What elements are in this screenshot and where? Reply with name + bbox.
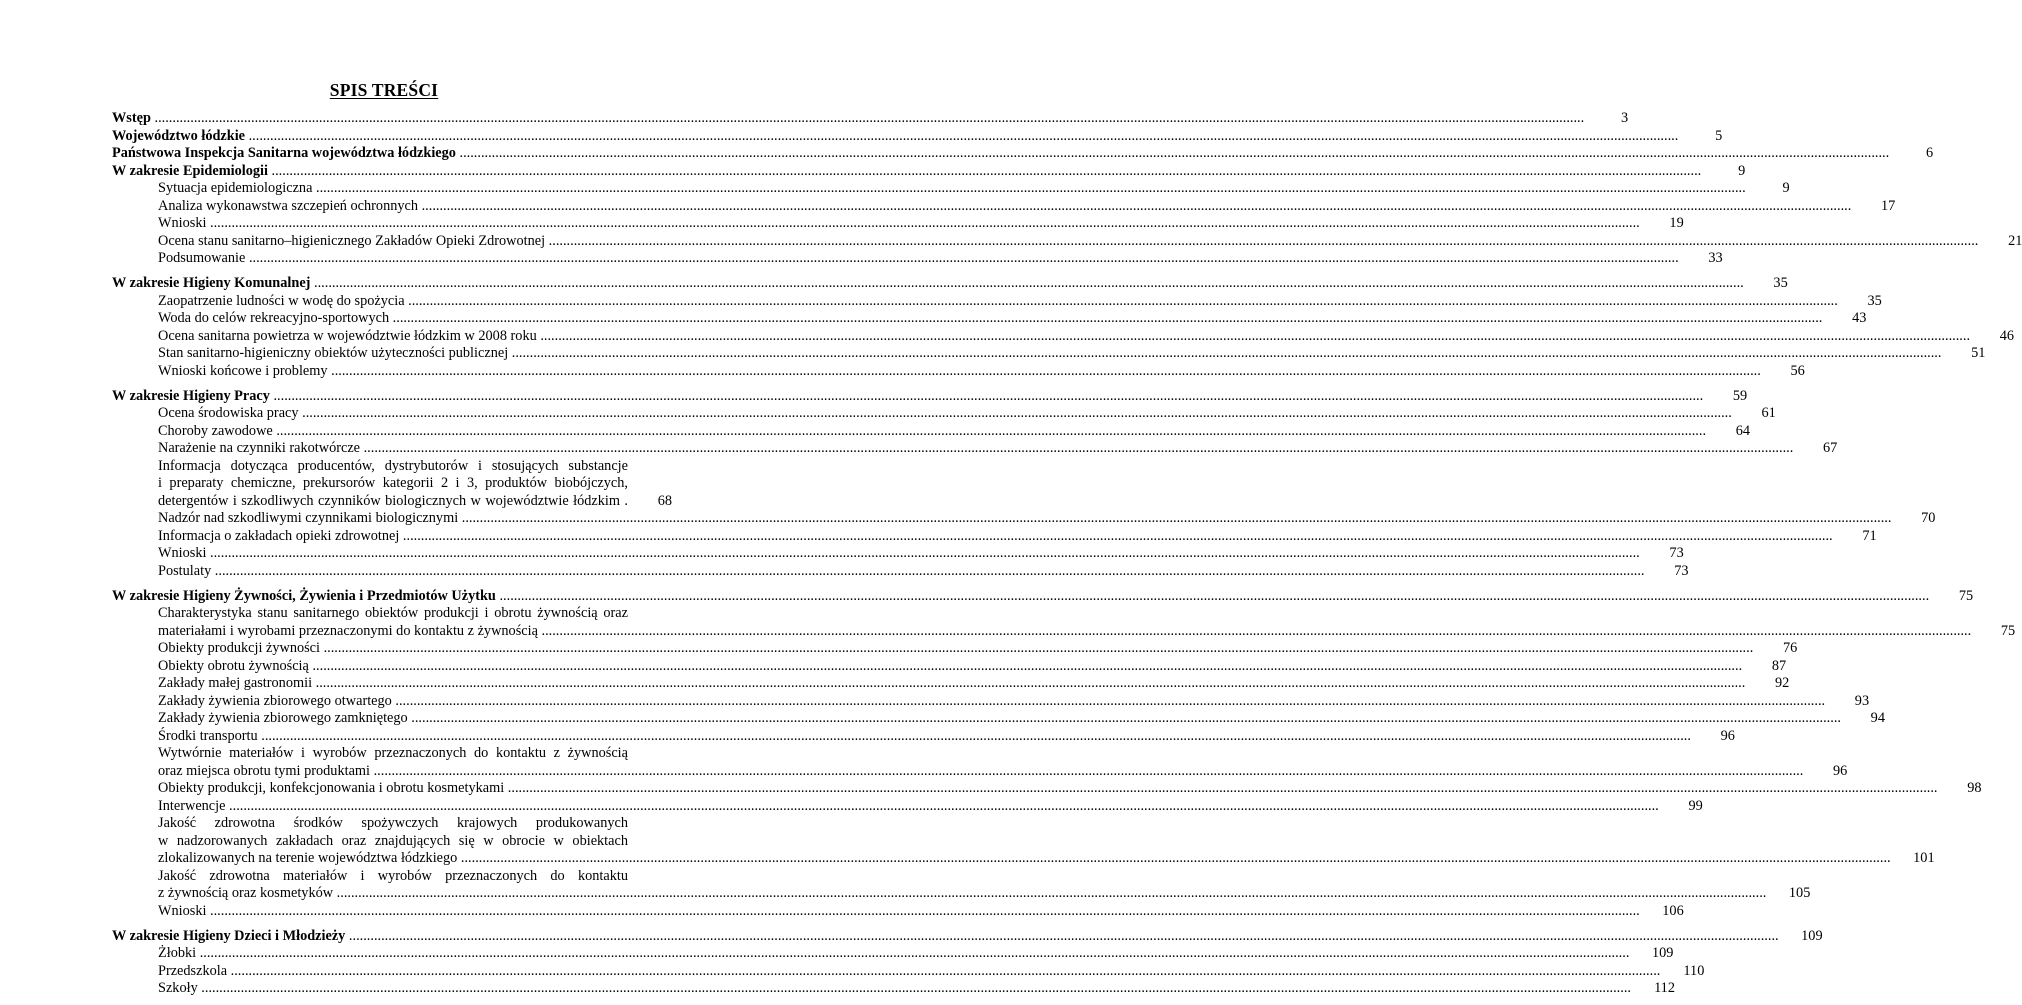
toc-entry-text — [158, 728, 1691, 746]
toc-entry-label: W zakresie Higieny Komunalnej — [112, 275, 311, 291]
page-number: 94 — [1870, 710, 1885, 726]
toc-entry-text — [158, 310, 1822, 328]
dot-leader: ................................................................................................................................................................................................................................................................................................................................................................................................................ — [407, 710, 1841, 726]
page-number: 17 — [1881, 197, 1896, 214]
toc-entry[interactable] — [112, 692, 1870, 711]
toc-entry-text — [158, 675, 1745, 693]
dot-leader: ................................................................................................................................................................................................................................................................................................................................................................................................................ — [308, 657, 1743, 674]
toc-entry-text — [158, 545, 1640, 563]
toc-entry-label: Zakłady żywienia zbiorowego zamkniętego — [158, 710, 408, 726]
toc-entry-text — [112, 110, 1584, 128]
toc-entry-label: Zaopatrzenie ludności w wodę do spożycia — [158, 292, 405, 309]
toc-entry-line[interactable] — [112, 622, 2016, 641]
toc-entry-line — [112, 833, 672, 851]
toc-entry[interactable] — [112, 405, 1776, 423]
toc-entry-text — [158, 345, 1941, 363]
page-title: SPIS TREŚCI — [329, 80, 439, 100]
toc-entry-text — [112, 928, 1779, 946]
toc-entry[interactable] — [112, 215, 1684, 233]
toc-entry-text — [158, 780, 1938, 798]
toc-entry-label: Zakłady żywienia zbiorowego otwartego — [158, 692, 392, 709]
dot-leader: ................................................................................................................................................................................................................................................................................................................................................................................................................ — [457, 850, 1891, 866]
toc-entry-text — [158, 180, 1746, 198]
toc-entry-label: Ocena stanu sanitarno–higienicznego Zakładów Opieki Zdrowotnej — [158, 232, 546, 249]
dot-leader: ................................................................................................................................................................................................................................................................................................................................................................................................................ — [495, 587, 1930, 604]
page-number: 9 — [1782, 180, 1790, 196]
toc-entry[interactable] — [112, 710, 1885, 728]
toc-entry-label: Narażenie na czynniki rakotwórcze — [158, 440, 361, 456]
toc-entry-text — [158, 658, 1742, 676]
toc-entry-label: W zakresie Epidemiologii — [112, 162, 268, 179]
page-number: 35 — [1773, 275, 1788, 291]
dot-leader: ................................................................................................................................................................................................................................................................................................................................................................................................................ — [320, 640, 1754, 656]
toc-entry-text — [158, 945, 1629, 963]
toc-entry-label: Obiekty produkcji, konfekcjonowania i obrotu kosmetykami — [158, 780, 505, 796]
dot-leader: ................................................................................................................................................................................................................................................................................................................................................................................................................ — [272, 422, 1707, 439]
toc-entry-text — [158, 563, 1645, 581]
toc-entry-text — [158, 885, 1766, 903]
toc-entry[interactable] — [112, 250, 1723, 268]
dot-leader: ................................................................................................................................................................................................................................................................................................................................................................................................................ — [399, 527, 1833, 544]
toc-entry-text — [112, 163, 1701, 181]
dot-leader: ................................................................................................................................................................................................................................................................................................................................................................................................................ — [404, 292, 1838, 309]
page-number: 73 — [1674, 562, 1689, 579]
toc-heading[interactable] — [112, 275, 1788, 293]
toc-entry-text — [112, 275, 1744, 293]
dot-leader: ................................................................................................................................................................................................................................................................................................................................................................................................................ — [197, 980, 1631, 996]
toc-entry-label: Postulaty — [158, 562, 212, 579]
toc-heading[interactable] — [112, 387, 1748, 406]
toc-entry-label: Przedszkola — [158, 962, 228, 979]
toc-entry-text — [158, 250, 1679, 268]
page-number: 56 — [1790, 362, 1805, 379]
page-number: 76 — [1782, 640, 1798, 656]
dot-leader: ................................................................................................................................................................................................................................................................................................................................................................................................................ — [345, 927, 1779, 944]
toc-entry-label: Sytuacja epidemiologiczna — [158, 180, 313, 196]
dot-leader: ................................................................................................................................................................................................................................................................................................................................................................................................................ — [298, 405, 1732, 421]
toc-entry-text — [112, 128, 1678, 146]
dot-leader: ................................................................................................................................................................................................................................................................................................................................................................................................................ — [455, 145, 1890, 161]
toc-entry-label: Woda do celów rekreacyjno-sportowych — [158, 310, 390, 326]
toc-entry-text — [158, 405, 1732, 423]
toc-entry[interactable] — [112, 180, 1790, 198]
toc-section — [112, 587, 2016, 921]
toc-entry[interactable] — [112, 422, 1751, 441]
toc-entry[interactable] — [112, 945, 1674, 963]
toc-entry[interactable] — [112, 510, 1936, 528]
toc-entry-label: z żywnością oraz kosmetyków — [158, 885, 334, 901]
page-number: 46 — [1999, 327, 2015, 344]
page-number: 96 — [1720, 727, 1735, 744]
toc-entry-line — [112, 745, 672, 763]
toc-section — [112, 927, 1823, 998]
toc-entry-text: i preparaty chemiczne, prekursorów kategorii 2 i 3, produktów biobójczych, — [158, 475, 628, 491]
dot-leader: ................................................................................................................................................................................................................................................................................................................................................................................................................ — [206, 902, 1640, 919]
toc-entry[interactable] — [112, 327, 2015, 346]
dot-leader: ................................................................................................................................................................................................................................................................................................................................................................................................................ — [312, 675, 1746, 691]
page-number: 43 — [1852, 310, 1867, 326]
toc-entry-text — [158, 233, 1978, 251]
toc-entry-label: Analiza wykonawstwa szczepień ochronnych — [158, 197, 419, 214]
page-number: 64 — [1735, 422, 1751, 439]
page-number: 51 — [1971, 345, 1986, 361]
toc-entry-line[interactable] — [112, 850, 1935, 868]
toc-heading[interactable] — [112, 587, 1974, 606]
page-number: 67 — [1823, 440, 1838, 456]
toc-entry-label: Interwencje — [158, 797, 226, 814]
dot-leader: ................................................................................................................................................................................................................................................................................................................................................................................................................ — [312, 180, 1746, 196]
toc-entry-text — [158, 215, 1640, 233]
page-number: 5 — [1715, 127, 1723, 144]
toc-heading[interactable] — [112, 162, 1746, 181]
toc-entry-text — [158, 710, 1841, 728]
toc-entry[interactable] — [112, 962, 1705, 981]
toc-entry-label: Obiekty produkcji żywności — [158, 640, 320, 656]
toc-entry-text: Charakterystyka stanu sanitarnego obiektów produkcji i obrotu żywnością oraz — [158, 605, 628, 621]
page-number: 33 — [1708, 250, 1723, 266]
dot-leader: ................................................................................................................................................................................................................................................................................................................................................................................................................ — [370, 762, 1804, 779]
page-number: 92 — [1775, 675, 1790, 691]
page-number: 68 — [657, 492, 672, 509]
toc-entry-text — [158, 903, 1640, 921]
toc-entry-line — [112, 868, 672, 886]
page-number: 70 — [1921, 510, 1936, 526]
dot-leader: ................................................................................................................................................................................................................................................................................................................................................................................................................ — [389, 310, 1823, 326]
toc-entry-text — [158, 850, 1891, 868]
toc-entry-text — [112, 388, 1703, 406]
toc-entry-label: Informacja o zakładach opieki zdrowotnej — [158, 527, 400, 544]
toc-entry-label: Państwowa Inspekcja Sanitarna województwa łódzkiego — [112, 145, 456, 161]
page-number: 87 — [1771, 657, 1787, 674]
toc-heading[interactable] — [112, 110, 1629, 128]
page-number: 3 — [1621, 110, 1629, 126]
toc-heading[interactable] — [112, 927, 1823, 946]
toc-entry-text: Jakość zdrowotna materiałów i wyrobów przeznaczonych do kontaktu — [158, 867, 628, 884]
toc-entry-text — [158, 640, 1753, 658]
toc-entry-text — [158, 493, 628, 511]
toc-entry[interactable] — [112, 657, 1787, 676]
page-number: 105 — [1788, 885, 1811, 901]
toc-section — [112, 275, 2015, 380]
dot-leader: ................................................................................................................................................................................................................................................................................................................................................................................................................ — [458, 510, 1892, 526]
page-number: 35 — [1867, 292, 1882, 309]
page-number: 110 — [1683, 962, 1705, 979]
dot-leader: ................................................................................................................................................................................................................................................................................................................................................................................................................ — [211, 562, 1645, 579]
toc-entry-text: w nadzorowanych zakładach oraz znajdujących się w obrocie w obiektach — [158, 832, 628, 849]
toc-entry[interactable] — [112, 902, 1684, 921]
page-number: 98 — [1967, 780, 1982, 796]
page-number: 21 — [2008, 232, 2022, 249]
page-number: 75 — [1958, 587, 1974, 604]
toc-entry-line[interactable] — [112, 885, 1811, 903]
toc-entry-text — [158, 328, 1970, 346]
toc-entry-label: Ocena środowiska pracy — [158, 405, 299, 421]
toc-entry-text — [158, 440, 1793, 458]
toc-entry-text — [112, 145, 1889, 163]
toc-entry-text — [158, 798, 1659, 816]
dot-leader: ................................................................................................................................................................................................................................................................................................................................................................................................................ — [391, 692, 1826, 709]
toc-entry-line[interactable] — [112, 493, 672, 511]
toc-entry[interactable] — [112, 362, 1805, 381]
toc-entry[interactable] — [112, 980, 1675, 998]
toc-entry-text — [158, 363, 1761, 381]
toc-heading[interactable] — [112, 127, 1723, 146]
toc-entry-label: Ocena sanitarna powietrza w województwie łódzkim w 2008 roku — [158, 327, 537, 344]
toc-entry-line — [112, 605, 672, 623]
page-number: 96 — [1833, 762, 1848, 779]
toc-entry[interactable] — [112, 345, 1986, 363]
toc-entry-text — [158, 510, 1891, 528]
toc-entry-line — [112, 815, 672, 833]
toc-entry-label: oraz miejsca obrotu tymi produktami — [158, 762, 371, 779]
toc-entry-label: materiałami i wyrobami przeznaczonymi do kontaktu z żywnością — [158, 622, 538, 639]
dot-leader: ................................................................................................................................................................................................................................................................................................................................................................................................................ — [418, 197, 1852, 214]
toc-entry-label: Podsumowanie — [158, 250, 246, 266]
toc-entry-label: Szkoły — [158, 980, 198, 996]
page-number: 59 — [1732, 387, 1748, 404]
toc-entry[interactable] — [112, 232, 2022, 251]
table-of-contents — [112, 110, 2022, 1005]
toc-entry[interactable] — [112, 562, 1689, 581]
toc-entry-label: Środki transportu — [158, 727, 258, 744]
toc-entry-text — [158, 963, 1660, 981]
dot-leader: ................................................................................................................................................................................................................................................................................................................................................................................................................ — [537, 622, 1972, 639]
dot-leader: ................................................................................................................................................................................................................................................................................................................................................................................................................ — [267, 162, 1702, 179]
toc-entry[interactable] — [112, 440, 1838, 458]
toc-entry[interactable] — [112, 197, 1896, 216]
toc-entry[interactable] — [112, 640, 1798, 658]
page-number: 109 — [1651, 945, 1674, 961]
toc-entry-label: Nadzór nad szkodliwymi czynnikami biologicznymi — [158, 510, 459, 526]
toc-entry-text — [158, 423, 1706, 441]
toc-entry-label: detergentów i szkodliwych czynników biologicznych w województwie łódzkim . — [158, 492, 628, 509]
page-number: 99 — [1688, 797, 1703, 814]
toc-entry-label: Żłobki — [158, 945, 197, 961]
page-number: 9 — [1738, 162, 1746, 179]
toc-entry-label: Wnioski — [158, 545, 207, 561]
toc-entry-text — [158, 980, 1631, 998]
toc-section — [112, 387, 1936, 581]
toc-entry-label: Choroby zawodowe — [158, 422, 273, 439]
toc-entry-text: Jakość zdrowotna środków spożywczych krajowych produkowanych — [158, 815, 628, 831]
dot-leader: ................................................................................................................................................................................................................................................................................................................................................................................................................ — [310, 275, 1744, 291]
dot-leader: ................................................................................................................................................................................................................................................................................................................................................................................................................ — [245, 250, 1679, 266]
toc-entry-text — [158, 763, 1803, 781]
dot-leader: ................................................................................................................................................................................................................................................................................................................................................................................................................ — [227, 962, 1661, 979]
dot-leader: ................................................................................................................................................................................................................................................................................................................................................................................................................ — [150, 110, 1585, 126]
page-number: 19 — [1669, 215, 1684, 231]
dot-leader: ................................................................................................................................................................................................................................................................................................................................................................................................................ — [536, 327, 1971, 344]
dot-leader: ................................................................................................................................................................................................................................................................................................................................................................................................................ — [206, 215, 1640, 231]
toc-entry[interactable] — [112, 797, 1703, 816]
toc-entry-text — [158, 198, 1851, 216]
toc-entry[interactable] — [112, 310, 1867, 328]
dot-leader: ................................................................................................................................................................................................................................................................................................................................................................................................................ — [333, 885, 1767, 901]
page-number: 71 — [1862, 527, 1877, 544]
dot-leader: ................................................................................................................................................................................................................................................................................................................................................................................................................ — [504, 780, 1938, 796]
toc-entry-line[interactable] — [112, 762, 1848, 781]
dot-leader: ................................................................................................................................................................................................................................................................................................................................................................................................................ — [196, 945, 1630, 961]
toc-entry-text — [158, 293, 1838, 311]
toc-entry-label: W zakresie Higieny Pracy — [112, 387, 270, 404]
toc-entry-label: W zakresie Higieny Dzieci i Młodzieży — [112, 927, 346, 944]
dot-leader: ................................................................................................................................................................................................................................................................................................................................................................................................................ — [545, 232, 1979, 249]
page-number: 106 — [1662, 902, 1684, 919]
dot-leader: ................................................................................................................................................................................................................................................................................................................................................................................................................ — [245, 127, 1679, 144]
page-number: 6 — [1926, 145, 1934, 161]
dot-leader: ................................................................................................................................................................................................................................................................................................................................................................................................................ — [225, 797, 1659, 814]
toc-entry[interactable] — [112, 527, 1877, 546]
toc-entry-label: W zakresie Higieny Żywności, Żywienia i Przedmiotów Użytku — [112, 587, 496, 604]
toc-entry-label: Zakłady małej gastronomii — [158, 675, 313, 691]
toc-entry-label: Wnioski — [158, 902, 207, 919]
toc-section — [112, 110, 2022, 268]
toc-entry-label: Wstęp — [112, 110, 151, 126]
page-number: 109 — [1801, 927, 1823, 944]
toc-entry-text — [158, 693, 1825, 711]
toc-entry[interactable] — [112, 780, 1982, 798]
dot-leader: ................................................................................................................................................................................................................................................................................................................................................................................................................ — [360, 440, 1794, 456]
dot-leader: ................................................................................................................................................................................................................................................................................................................................................................................................................ — [257, 727, 1691, 744]
toc-entry-text — [158, 528, 1833, 546]
dot-leader: ................................................................................................................................................................................................................................................................................................................................................................................................................ — [327, 362, 1761, 379]
page-number: 75 — [2000, 622, 2016, 639]
dot-leader: ................................................................................................................................................................................................................................................................................................................................................................................................................ — [269, 387, 1704, 404]
page-number: 112 — [1654, 980, 1675, 996]
toc-entry-label: Województwo łódzkie — [112, 127, 246, 144]
dot-leader: ................................................................................................................................................................................................................................................................................................................................................................................................................ — [508, 345, 1942, 361]
page-number: 73 — [1669, 545, 1684, 561]
toc-heading[interactable] — [112, 145, 1934, 163]
toc-entry-text — [112, 588, 1929, 606]
page-number: 93 — [1854, 692, 1870, 709]
toc-entry-text: Informacja dotycząca producentów, dystrybutorów i stosujących substancje — [158, 457, 628, 474]
toc-entry[interactable] — [112, 675, 1790, 693]
dot-leader: ................................................................................................................................................................................................................................................................................................................................................................................................................ — [206, 545, 1640, 561]
toc-entry-line — [112, 475, 672, 493]
toc-entry[interactable] — [112, 727, 1735, 746]
toc-entry[interactable] — [112, 292, 1882, 311]
toc-entry-label: zlokalizowanych na terenie województwa łódzkiego — [158, 850, 458, 866]
toc-entry-text: Wytwórnie materiałów i wyrobów przeznaczonych do kontaktu z żywnością — [158, 745, 628, 761]
toc-entry-label: Obiekty obrotu żywnością — [158, 657, 309, 674]
page-number: 101 — [1913, 850, 1935, 866]
page-number: 61 — [1761, 405, 1776, 421]
toc-entry[interactable] — [112, 545, 1684, 563]
toc-entry-label: Wnioski — [158, 215, 207, 231]
toc-entry-label: Stan sanitarno-higieniczny obiektów użyteczności publicznej — [158, 345, 509, 361]
toc-entry-line — [112, 458, 672, 476]
toc-entry-label: Wnioski końcowe i problemy — [158, 362, 328, 379]
toc-entry-text — [158, 623, 1971, 641]
